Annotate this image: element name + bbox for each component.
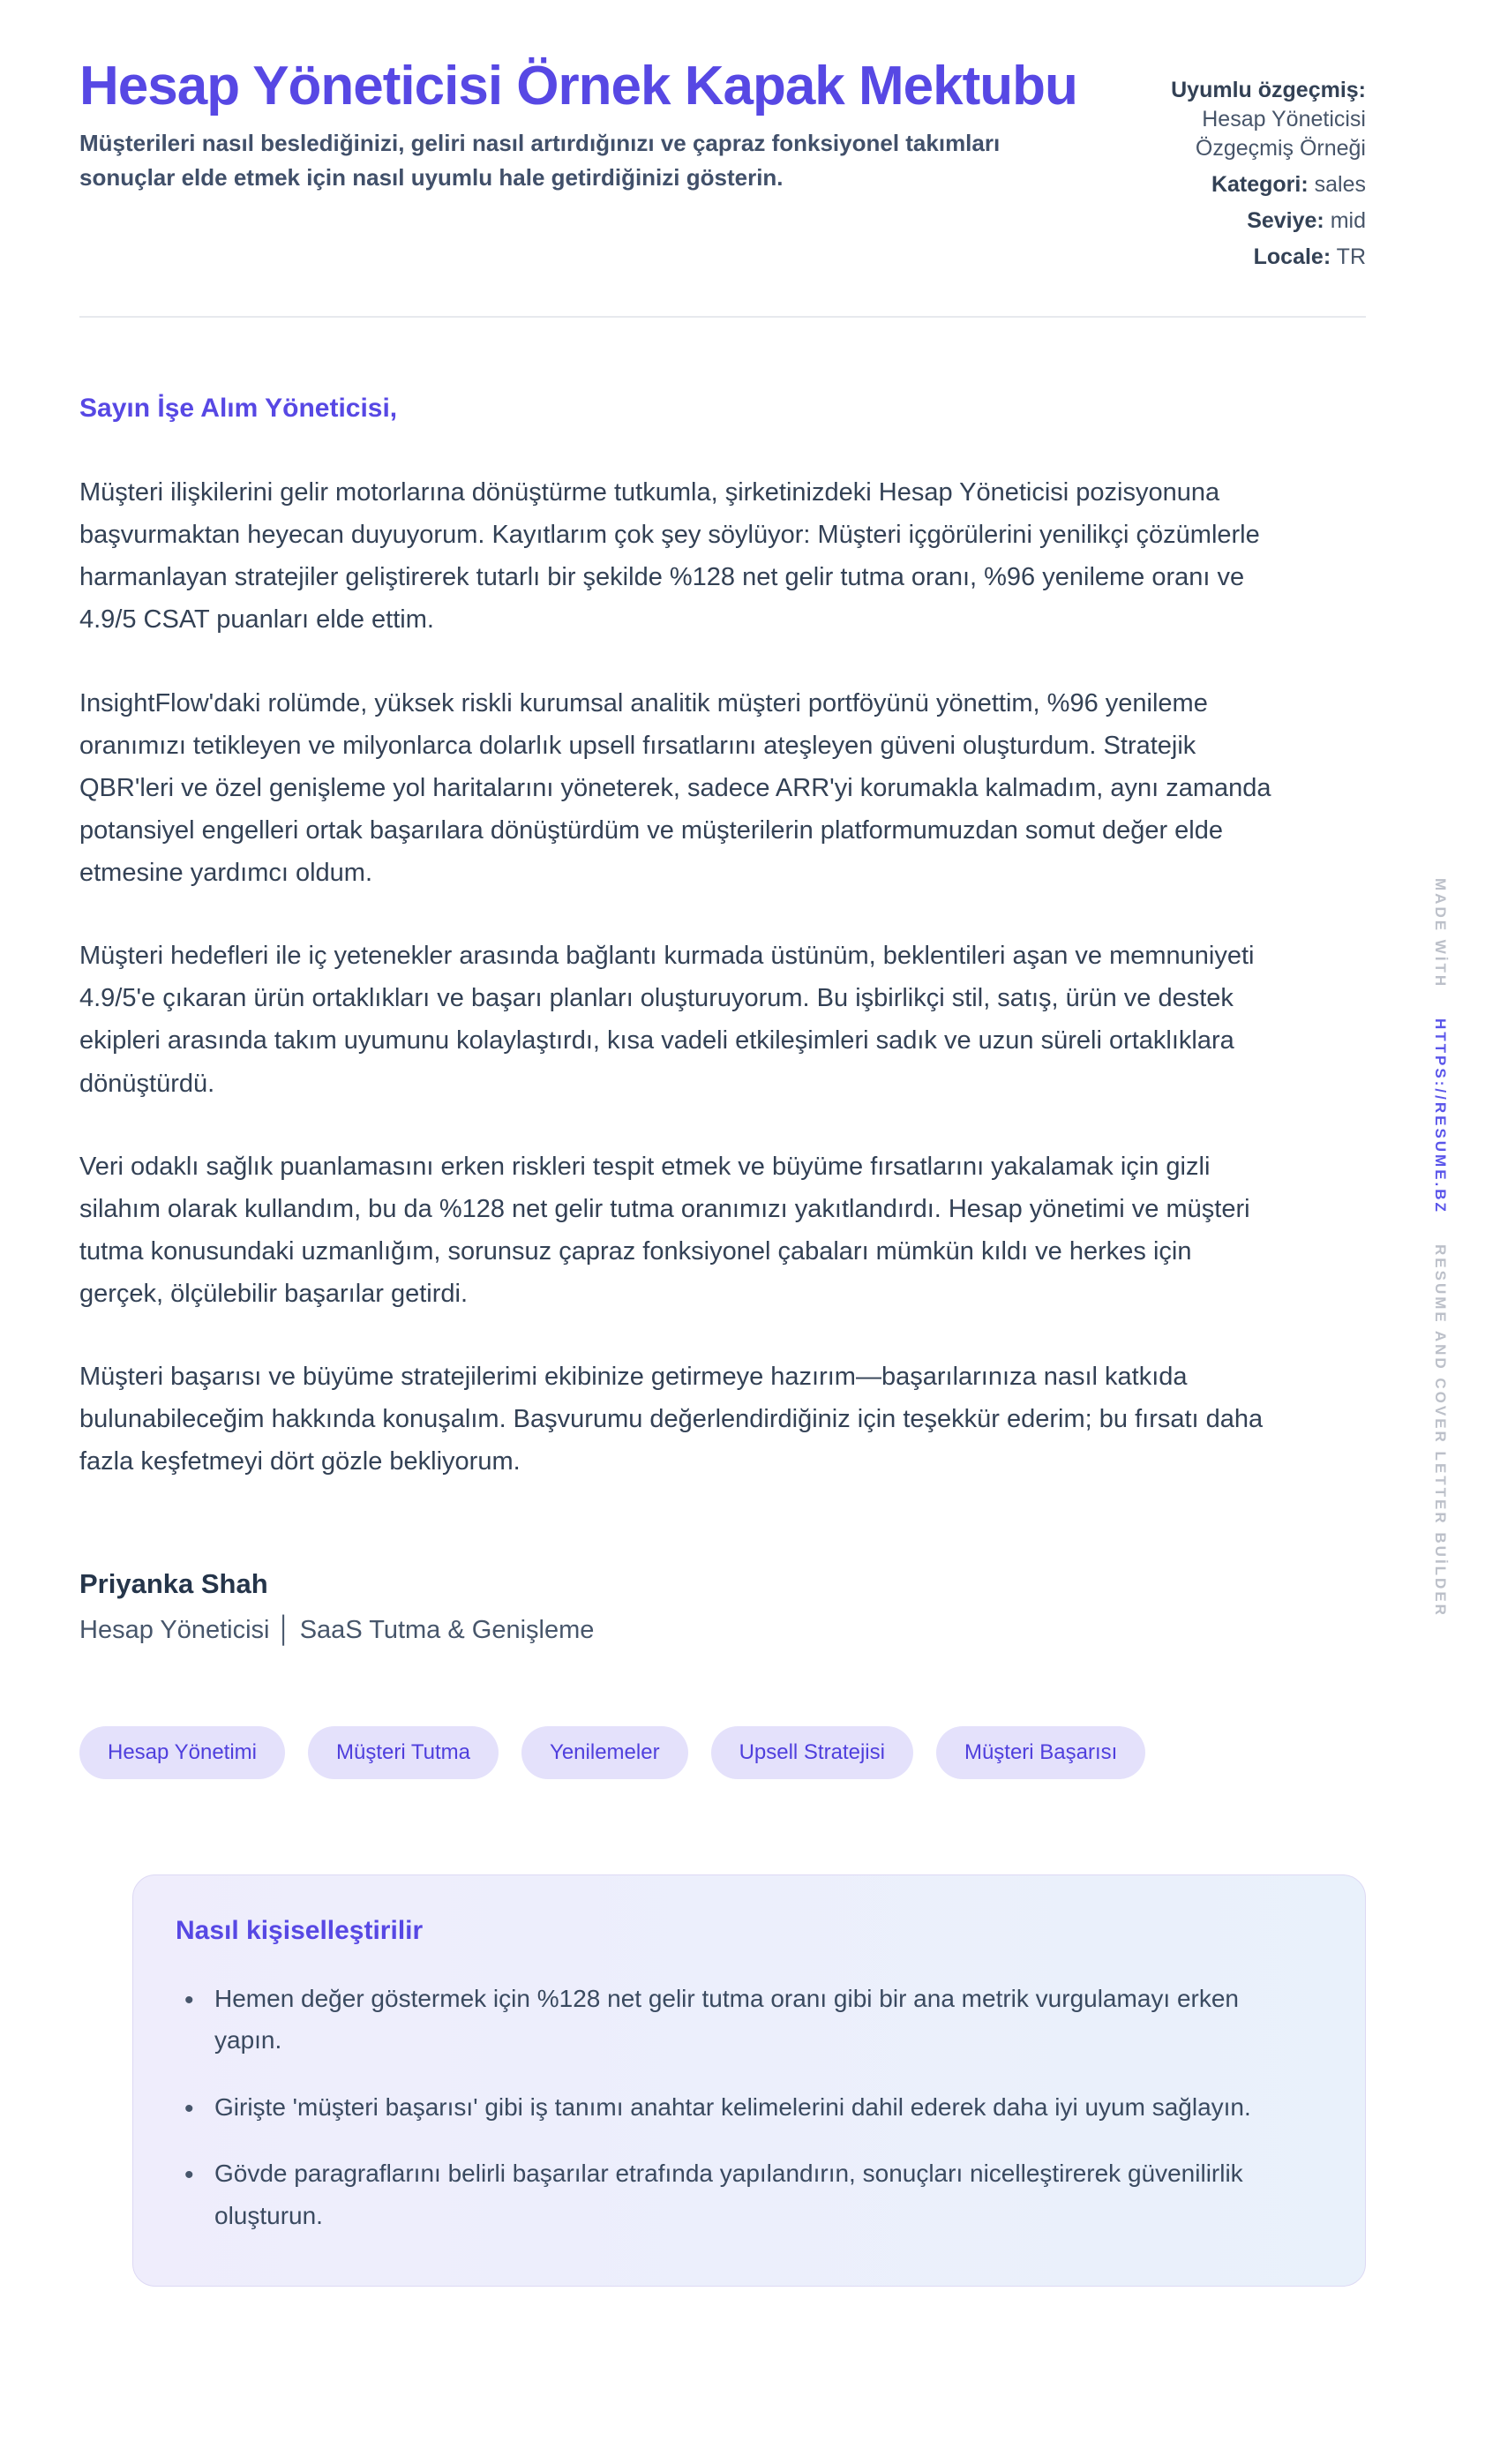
signature-name: Priyanka Shah	[79, 1567, 268, 1599]
meta-level	[1101, 207, 1366, 236]
tag-upsell-stratejisi[interactable]: Upsell Stratejisi	[711, 1726, 913, 1779]
cover-letter-body	[79, 394, 1276, 1645]
page-title: Hesap Yöneticisi Örnek Kapak Mektubu	[79, 56, 1077, 116]
meta-category-label: Kategori:	[1211, 172, 1309, 197]
personalization-tip: • Hemen değer göstermek için %128 net gelir tutma oranı gibi bir ana metrik vurgulamayı erken yapın.	[176, 1978, 1270, 2062]
tag-musteri-tutma[interactable]: Müşteri Tutma	[308, 1726, 499, 1779]
letter-paragraph: Müşteri ilişkilerini gelir motorlarına dönüştürme tutkumla, şirketinizdeki Hesap Yöneticisi pozisyonuna başvurmaktan heyecan duyuyorum. Kayıtlarım çok şey söylüyor: Müşteri içgörülerini yenilikçi çözümlerle harmanlayan stratejiler geliştirerek tutarlı bir şekilde %128 net gelir tutma oranı, %96 yenileme oranı ve 4.9/5 CSAT puanları elde ettim.	[79, 478, 1260, 635]
signature-block	[79, 1568, 1276, 1645]
meta-panel	[1101, 76, 1366, 279]
made-with-suffix: RESUME AND COVER LETTER BUİLDER	[1432, 1243, 1449, 1618]
letter-paragraph: Müşteri hedefleri ile iç yetenekler arasında bağlantı kurmada üstünüm, beklentileri aşan ve memnuniyeti 4.9/5'e çıkaran ürün ortaklıkları ve başarı planları oluşturuyorum. Bu işbirlikçi stil, satış, ürün ve destek ekipleri arasında takım uyumunu kolaylaştırdı, kısa vadeli etkileşimleri sadık ve uzun süreli ortaklıklara dönüştürdü.	[79, 942, 1255, 1098]
meta-locale-label: Locale:	[1253, 244, 1331, 269]
personalization-box	[132, 1874, 1366, 2287]
meta-locale	[1101, 243, 1366, 272]
header-divider	[79, 316, 1366, 318]
personalization-title: Nasıl kişiselleştirilir	[176, 1915, 424, 1945]
personalization-tip: • Gövde paragraflarını belirli başarılar etrafında yapılandırın, sonuçları nicelleştirerek güvenilirlik oluşturun.	[176, 2152, 1270, 2236]
meta-level-label: Seviye:	[1247, 208, 1324, 233]
page-subtitle: Müşterileri nasıl beslediğinizi, geliri nasıl artırdığınızı ve çapraz fonksiyonel takımları sonuçlar elde etmek için nasıl uyumlu hale getirdiğinizi gösterin.	[79, 130, 1001, 191]
made-with-rail	[1431, 878, 1449, 1641]
made-with-prefix: MADE WİTH	[1432, 878, 1449, 989]
tag-list	[79, 1726, 1366, 1779]
tag-yenilemeler[interactable]: Yenilemeler	[521, 1726, 688, 1779]
meta-level-value: mid	[1330, 208, 1366, 233]
letter-paragraph: Müşteri başarısı ve büyüme stratejilerimi ekibinize getirmeye hazırım—başarılarınıza nasıl katkıda bulunabileceğim hakkında konuşalım. Başvurumu değerlendirdiğiniz için teşekkür ederim; bu fırsatı daha fazla keşfetmeyi dört gözle bekliyorum.	[79, 1363, 1264, 1476]
meta-category	[1101, 170, 1366, 199]
page-header	[79, 0, 1366, 279]
resume-bz-link[interactable]: HTTPS://RESUME.BZ	[1432, 1018, 1449, 1214]
tag-musteri-basarisi[interactable]: Müşteri Başarısı	[936, 1726, 1145, 1779]
signature-role: Hesap Yöneticisi │ SaaS Tutma & Genişleme	[79, 1615, 595, 1644]
tag-hesap-yonetimi[interactable]: Hesap Yönetimi	[79, 1726, 285, 1779]
personalization-tip: • Girişte 'müşteri başarısı' gibi iş tanımı anahtar kelimelerini dahil ederek daha iyi uyum sağlayın.	[176, 2086, 1270, 2129]
meta-category-value: sales	[1314, 172, 1366, 197]
letter-paragraph: InsightFlow'daki rolümde, yüksek riskli kurumsal analitik müşteri portföyünü yönettim, %96 yenileme oranımızı tetikleyen ve milyonlarca dolarlık upsell fırsatlarını ateşleyen güveni oluşturdum. Stratejik QBR'leri ve özel genişleme yol haritalarını yöneterek, sadece ARR'yi korumakla kalmadım, aynı zamanda potansiyel engelleri ortak başarılara dönüştürdüm ve müşterilerin platformumuzdan somut değer elde etmesine yardımcı oldum.	[79, 688, 1271, 887]
compatible-resume-link[interactable]: Hesap Yöneticisi Özgeçmiş Örneği	[1195, 107, 1366, 161]
meta-compatible-resume	[1101, 76, 1366, 163]
meta-locale-value: TR	[1336, 244, 1366, 269]
letter-greeting: Sayın İşe Alım Yöneticisi,	[79, 394, 398, 423]
letter-paragraph: Veri odaklı sağlık puanlamasını erken riskleri tespit etmek ve büyüme fırsatlarını yakalamak için gizli silahım olarak kullandım, bu da %128 net gelir tutma oranımızı yakıtlandırdı. Hesap yönetimi ve müşteri tutma konusundaki uzmanlığım, sorunsuz çapraz fonksiyonel çabaları mümkün kıldı ve herkes için gerçek, ölçülebilir başarılar getirdi.	[79, 1152, 1250, 1308]
personalization-tip-list	[176, 1978, 1312, 2237]
meta-compatible-label: Uyumlu özgeçmiş:	[1171, 78, 1366, 102]
header-title-block	[79, 55, 1077, 194]
